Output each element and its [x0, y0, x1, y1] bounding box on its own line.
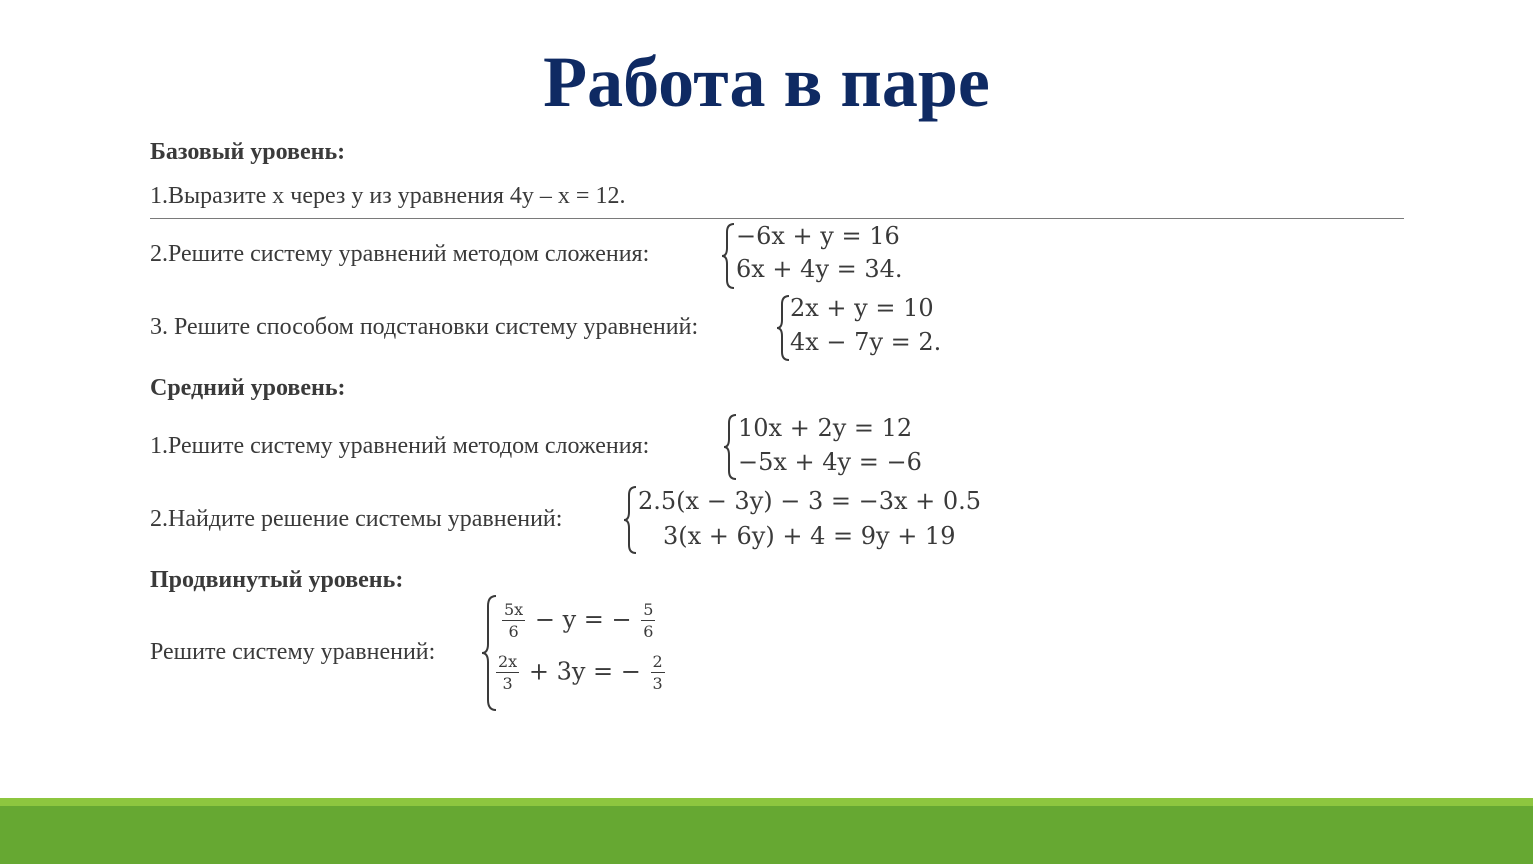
basic-task-3-eq2: 4x − 7y = 2.	[790, 328, 942, 356]
middle-task-1-label: 1.Решите систему уравнений методом сложения:	[150, 433, 650, 459]
basic-level-heading: Базовый уровень:	[150, 139, 346, 165]
fraction: $\frac{5}{6}$	[643, 600, 654, 641]
middle-task-2-label: 2.Найдите решение системы уравнений:	[150, 506, 563, 532]
left-brace-icon	[622, 485, 638, 555]
advanced-level-heading: Продвинутый уровень:	[150, 567, 404, 593]
basic-task-1: 1.Выразите х через у из уравнения 4у – х = 12.	[150, 183, 626, 209]
advanced-task-label: Решите систему уравнений:	[150, 639, 436, 665]
fraction: $\frac{2x}{3}$	[498, 652, 518, 693]
basic-task-2-eq1: −6x + y = 16	[736, 222, 900, 250]
fraction: $\frac{2}{3}$	[652, 652, 663, 693]
slide-title: Работа в паре	[543, 42, 990, 122]
divider-line	[150, 218, 1404, 219]
middle-task-1-eq1: 10x + 2y = 12	[738, 414, 913, 442]
footer-bar	[0, 806, 1533, 864]
basic-task-3-label: 3. Решите способом подстановки систему уравнений:	[150, 314, 699, 340]
left-brace-icon	[480, 594, 498, 712]
left-brace-icon	[722, 413, 738, 481]
advanced-eq2: $\frac{2x}{3}$ + 3y = − $\frac{2}{3}$	[498, 652, 663, 693]
basic-task-2-eq2: 6x + 4y = 34.	[736, 255, 903, 283]
basic-task-2-label: 2.Решите систему уравнений методом сложения:	[150, 241, 650, 267]
basic-task-3-eq1: 2x + y = 10	[790, 294, 934, 322]
advanced-eq1: $\frac{5x}{6}$ − y = − $\frac{5}{6}$	[504, 600, 654, 641]
middle-task-1-eq2: −5x + 4y = −6	[738, 448, 922, 476]
middle-task-2-eq2: 3(x + 6y) + 4 = 9y + 19	[663, 522, 956, 550]
fraction: $\frac{5x}{6}$	[504, 600, 524, 641]
middle-task-2-eq1: 2.5(x − 3y) − 3 = −3x + 0.5	[638, 487, 982, 515]
left-brace-icon	[720, 222, 736, 290]
middle-level-heading: Средний уровень:	[150, 375, 346, 401]
footer-accent-bar	[0, 798, 1533, 806]
left-brace-icon	[775, 294, 791, 362]
